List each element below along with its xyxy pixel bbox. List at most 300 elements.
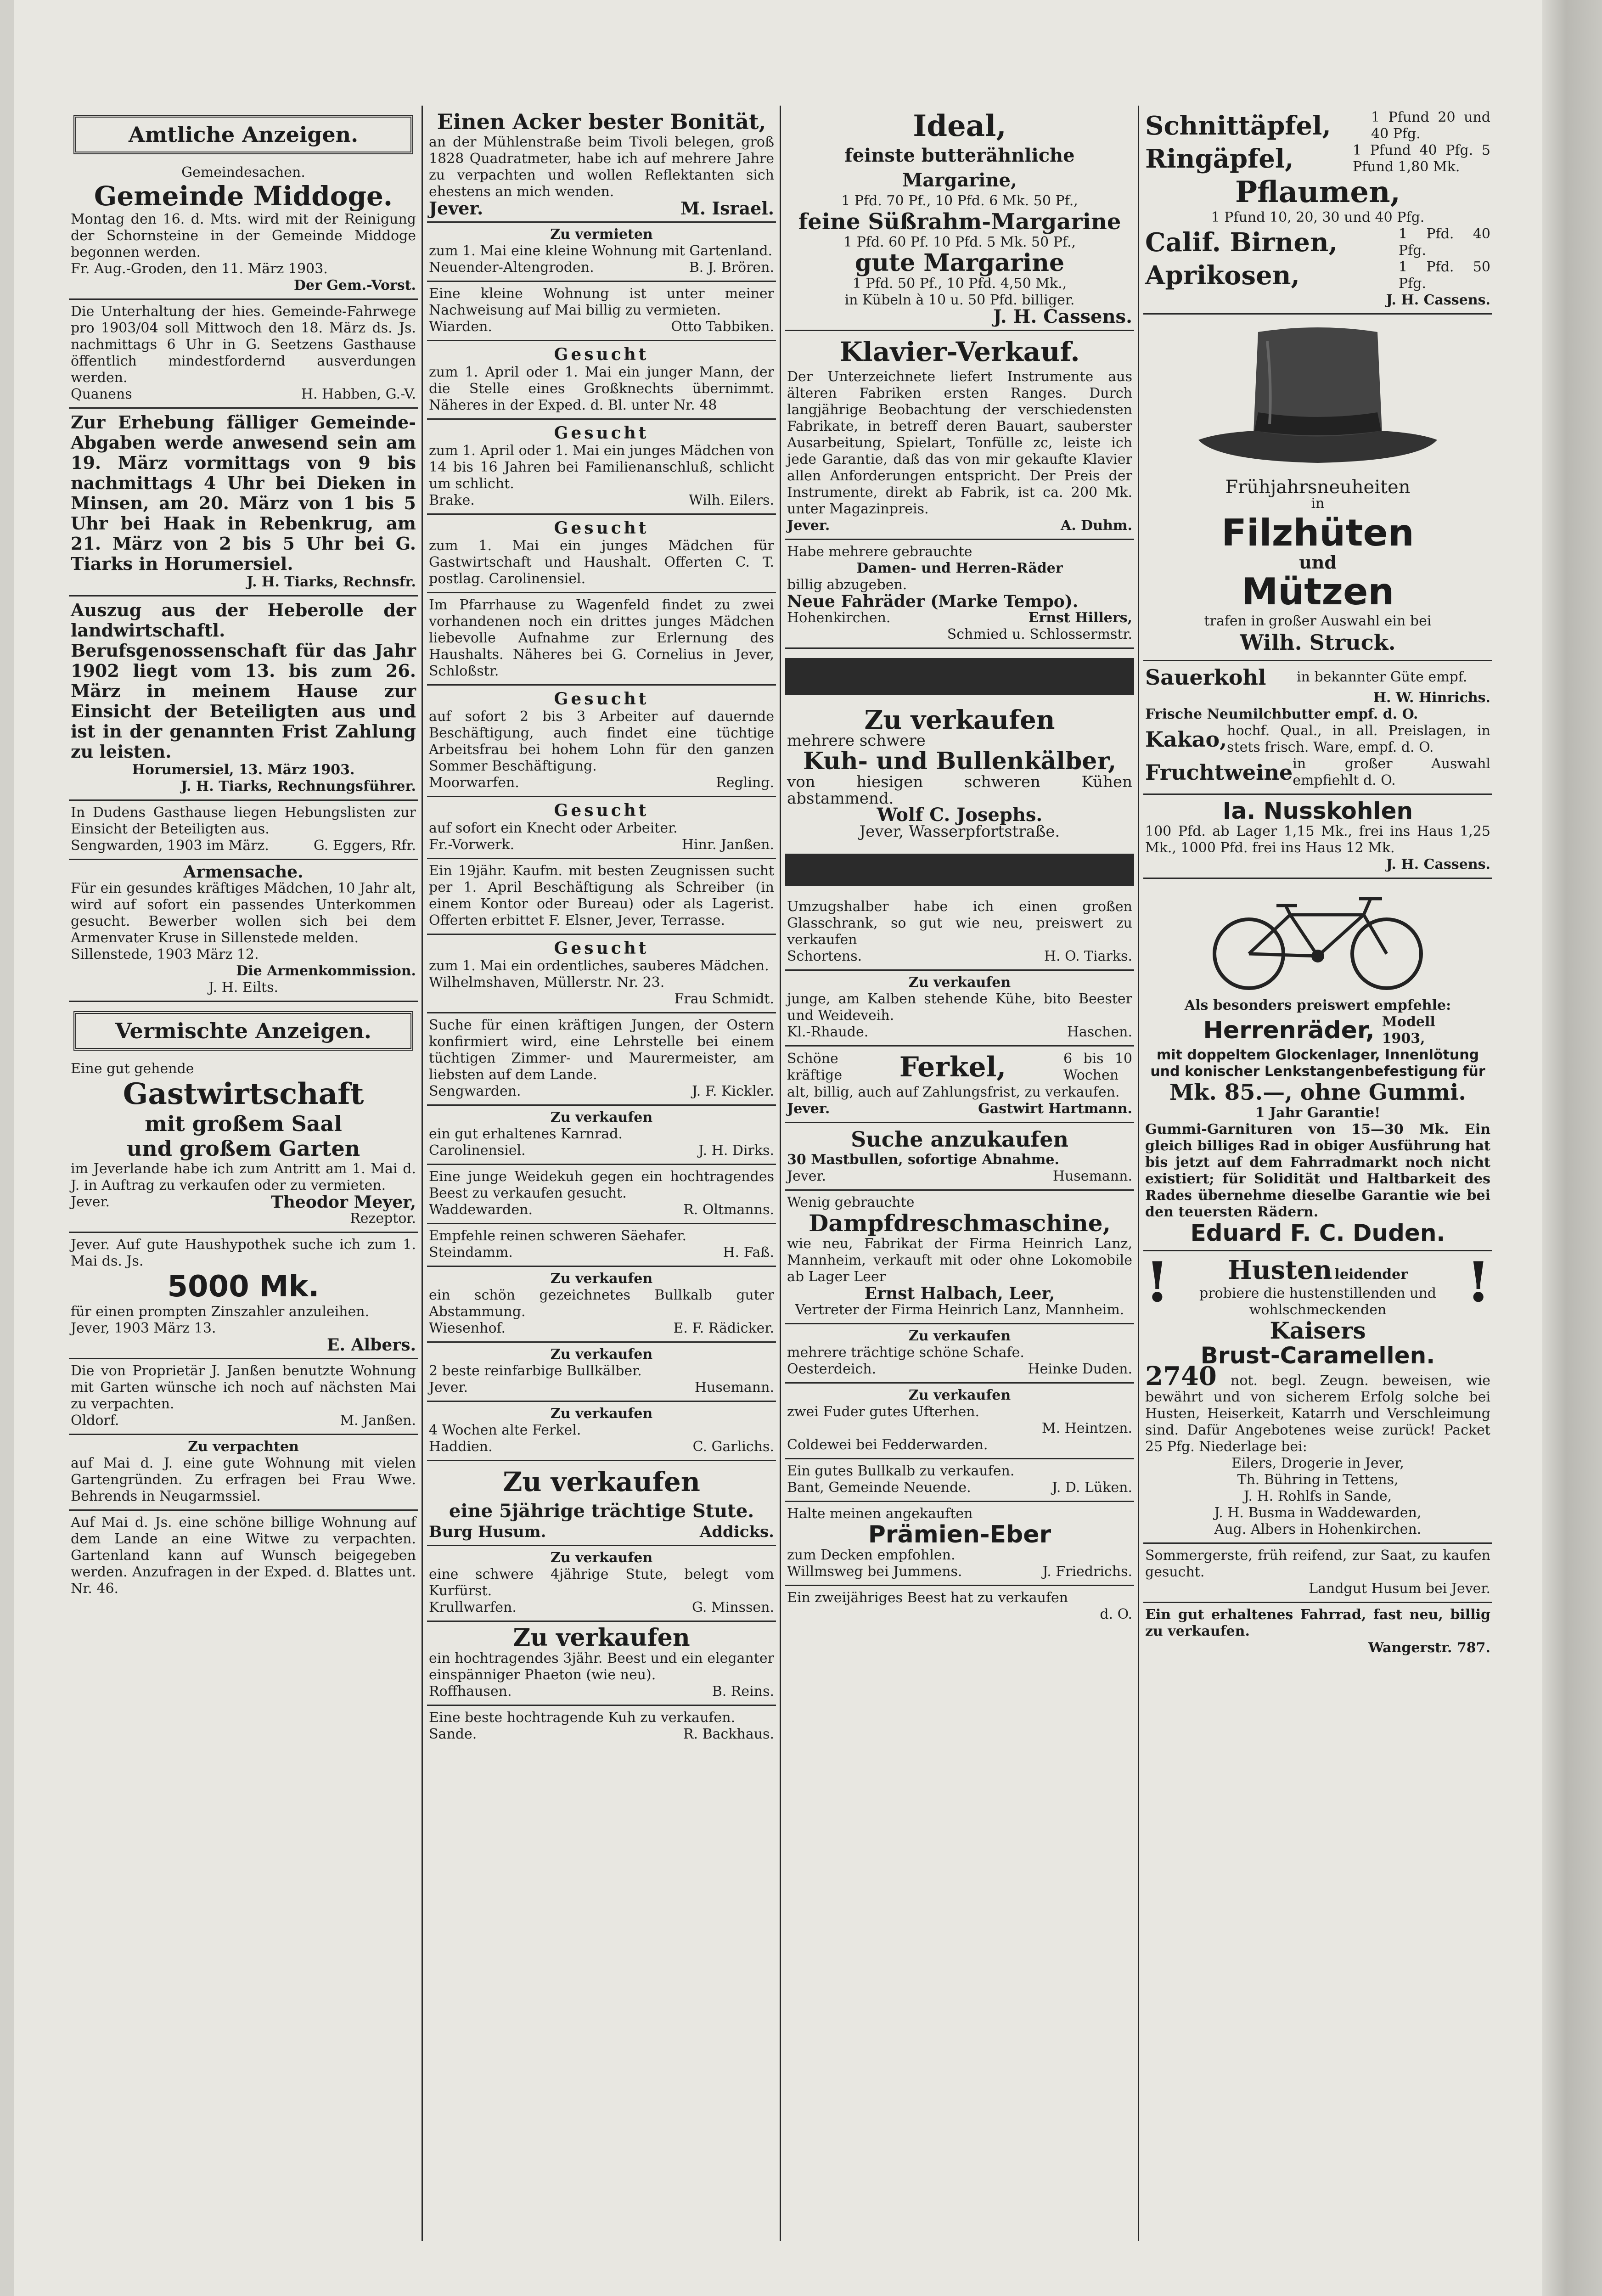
- ad-place: Bant, Gemeinde Neuende.: [787, 1480, 971, 1496]
- ad-title: Damen- und Herren-Räder: [856, 560, 1063, 576]
- ad-text: Suche für einen kräftigen Jungen, der Ostern konfirmiert wird, eine Lehrstelle bei einem tüchtigen Zimmer- und Maurermeister, am liebsten auf dem Lande.: [429, 1017, 774, 1083]
- dealer-item: J. H. Rohlfs in Sande,: [1243, 1488, 1392, 1504]
- ad-title: Gesucht: [554, 939, 649, 958]
- ad-text: in: [1311, 495, 1325, 512]
- column-2: [427, 106, 776, 2245]
- ad-title: Dampfdreschmaschine,: [808, 1210, 1111, 1237]
- dealer-item: J. H. Busma in Waddewarden,: [1214, 1505, 1422, 1521]
- ad-place: Haddien.: [429, 1439, 493, 1455]
- ad-place: Oldorf.: [71, 1412, 119, 1429]
- ad-place: Fr. Aug.-Groden, den 11. März 1903.: [71, 261, 328, 277]
- ad-signature: J. H. Dirks.: [698, 1142, 774, 1159]
- ad-title: Zu verkaufen: [908, 974, 1011, 990]
- ad-title: feine Süßrahm-Margarine: [798, 209, 1121, 235]
- ad-text: 4 Wochen alte Ferkel.: [429, 1422, 581, 1438]
- ad-place: Jever.: [787, 1168, 826, 1184]
- ad-title: Zu verkaufen: [550, 1271, 653, 1287]
- ad-signature: M. Israel.: [680, 198, 774, 219]
- ad-text: Für ein gesundes kräftiges Mädchen, 10 Jahr alt, wird auf sofort ein passendes Unterkommen gesucht. Bewerber wollen sich bei dem Armenvater Kruse in Sillenstede melden.: [71, 880, 416, 946]
- ad-husten: [1143, 1251, 1492, 1544]
- ad-text: Ein 19jähr. Kaufm. mit besten Zeugnissen sucht per 1. April Beschäftigung als Schreiber (in einem Kontor oder Bureau) oder als Lagerist. Offerten erbittet F. Elsner, Jever, Terrasse.: [429, 863, 774, 929]
- ad-schafe: [785, 1324, 1134, 1384]
- ad-title: Zu verkaufen: [503, 1466, 700, 1497]
- ad-title: Ia. Nusskohlen: [1222, 798, 1413, 824]
- ad-price: 1 Pfund 40 Pfg. 5 Pfund 1,80 Mk.: [1353, 142, 1490, 175]
- ad-signature: Frau Schmidt.: [674, 991, 774, 1007]
- ad-text: Ein zweijähriges Beest hat zu verkaufen: [787, 1590, 1068, 1606]
- ad-place: Moorwarfen.: [429, 775, 519, 791]
- ad-text: mehrere trächtige schöne Schafe.: [787, 1345, 1024, 1361]
- ad-place: Wiesenhof.: [429, 1320, 506, 1336]
- ad-text: billig abzugeben.: [787, 577, 907, 593]
- ad-gastwirtschaft: [69, 1057, 418, 1233]
- ad-text: Eine kleine Wohnung ist unter meiner Nachweisung auf Mai billig zu vermieten.: [429, 286, 774, 318]
- ad-place: Kl.-Rhaude.: [787, 1024, 869, 1040]
- ad-text: auf sofort 2 bis 3 Arbeiter auf dauernde Beschäftigung, auch findet eine tüchtige Arbeitsfrau bei hohem Lohn für den ganzen Sommer Beschäftigung.: [429, 709, 774, 774]
- black-bar: [785, 658, 1134, 695]
- ad-title: Armensache.: [183, 862, 304, 882]
- ad-subtitle: mit großem Saal: [145, 1111, 342, 1136]
- ad-text: Der Unterzeichnete liefert Instrumente aus älteren Fabriken ersten Ranges. Durch langjährige Beobachtung der verschiedensten Fabrikate, in betreff deren Bauart, sauberster Ausarbeitung, Spielart, Tonfülle zc, leiste ich jede Garantie, daß das von mir gekaufte Klavier allen Anforderungen entspricht. Der Preis der Instrumente, direkt ab Fabrik, ist ca. 200 Mk. unter Magazinpreis.: [787, 369, 1132, 517]
- ad-gesucht-1: [427, 341, 776, 420]
- ad-signature: R. Backhaus.: [683, 1726, 774, 1742]
- ad-place: Wilhelmshaven, Müllerstr. Nr. 23.: [429, 974, 665, 990]
- ad-text: im Jeverlande habe ich zum Antritt am 1. Mai d. J. in Auftrag zu verkaufen oder zu vermieten.: [71, 1161, 416, 1193]
- ad-heu: [785, 1384, 1134, 1459]
- ad-title: Zu verkaufen: [864, 705, 1055, 735]
- ad-title: Zu verkaufen: [908, 1328, 1011, 1344]
- ad-text: wie neu, Fabrikat der Firma Heinrich Lanz, Mannheim, verkauft mit oder ohne Lokomobile ab Lager Leer: [787, 1236, 1132, 1285]
- ad-text: 6 bis 10 Wochen: [1063, 1051, 1132, 1083]
- ad-title: Gesucht: [554, 345, 649, 364]
- top-hat-image: [1189, 323, 1446, 474]
- ad-text: in bekannter Güte empf.: [1297, 669, 1467, 685]
- ad-signature: J. H. Cassens.: [993, 306, 1132, 327]
- ad-place: Hohenkirchen.: [787, 610, 891, 626]
- ad-text: zum Decken empfohlen.: [787, 1547, 956, 1563]
- ad-gesucht-6: [427, 935, 776, 1013]
- column-rule: [780, 106, 781, 2241]
- ad-price: 1 Pfd. 50 Pfg.: [1399, 259, 1490, 292]
- ad-place: Waddewarden.: [429, 1202, 533, 1218]
- ad-verkaufen-6: [427, 1622, 776, 1706]
- ad-title: Einen Acker bester Bonität,: [437, 109, 766, 134]
- ad-text: Die Unterhaltung der hies. Gemeinde-Fahrwege pro 1903/04 soll Mittwoch den 18. März ds. Js. nachmittags 6 Uhr in G. Seetzens Gasthause öffentlich mindestfordernd ausverdungen werden.: [71, 304, 416, 386]
- ad-signature: J. H. Tiarks, Rechnsfr.: [247, 574, 416, 590]
- ad-price: 1 Pfd. 70 Pf., 10 Pfd. 6 Mk. 50 Pf.,: [841, 193, 1078, 209]
- ad-signature: Hinr. Janßen.: [681, 837, 774, 853]
- ad-text: zum 1. Mai eine kleine Wohnung mit Gartenland.: [429, 243, 773, 259]
- ad-signature: Eduard F. C. Duden.: [1190, 1220, 1445, 1246]
- ad-text: Eine junge Weidekuh gegen ein hochtragendes Beest zu verkaufen gesucht.: [429, 1169, 774, 1201]
- ad-place: Jever, 1903 März 13.: [71, 1320, 216, 1336]
- ad-filzhuete: [1143, 315, 1492, 661]
- ad-beest: [785, 1586, 1134, 1627]
- ad-title: Pflaumen,: [1235, 175, 1400, 209]
- ad-text: Im Pfarrhause zu Wagenfeld findet zu zwei vorhandenen noch ein drittes junges Mädchen liebevolle Aufnahme zur Erlernung des Haushalts. Näheres bei G. Cornelius in Jever, Schloßstr.: [429, 597, 774, 679]
- ad-title: Herrenräder,: [1203, 1017, 1375, 1044]
- ad-gesucht-3: [427, 515, 776, 593]
- ad-place: Schortens.: [787, 948, 862, 964]
- ad-title: Calif. Birnen,: [1145, 227, 1338, 258]
- ad-price: Mk. 85.—, ohne Gummi.: [1169, 1080, 1467, 1105]
- ad-title: Suche anzukaufen: [851, 1127, 1068, 1152]
- ad-signature: G. Eggers, Rfr.: [313, 838, 416, 854]
- ad-title: Ideal,: [913, 109, 1006, 143]
- ad-text: zwei Fuder gutes Ufterhen.: [787, 1404, 980, 1420]
- ad-place: Jever.: [429, 1379, 468, 1396]
- ad-eber: [785, 1502, 1134, 1586]
- ad-text: von hiesigen schweren Kühen abstammend.: [787, 773, 1132, 808]
- ad-text: in großer Auswahl empfiehlt d. O.: [1293, 756, 1490, 788]
- ad-dudens: [69, 801, 418, 860]
- ad-text: zum 1. Mai ein junges Mädchen für Gastwirtschaft und Haushalt. Offerten C. T. postlag. Carolinensiel.: [429, 538, 774, 587]
- ad-title: Zu verkaufen: [908, 1387, 1011, 1403]
- ad-signature: J. Friedrichs.: [1042, 1564, 1132, 1580]
- ad-herrenraeder: [1143, 879, 1492, 1251]
- ad-place: Brake.: [429, 492, 475, 508]
- ad-text: Eine gut gehende: [71, 1061, 194, 1077]
- ad-text: 100 Pfd. ab Lager 1,15 Mk., frei ins Haus 1,25 Mk., 1000 Pfd. frei ins Haus 12 Mk.: [1145, 823, 1490, 856]
- ad-text: Modell 1903,: [1382, 1014, 1435, 1047]
- ad-kaufmann: [427, 859, 776, 935]
- ad-signature: Ernst Halbach, Leer,: [864, 1284, 1055, 1303]
- ad-text: Frische Neumilchbutter empf. d. O.: [1145, 706, 1418, 722]
- ad-text: und: [1299, 552, 1337, 573]
- ad-gesucht-2: [427, 420, 776, 515]
- ad-text: Gummi-Garnituren von 15—30 Mk. Ein gleich billiges Rad in obiger Ausführung hat bis jetzt auf dem Fahrradmarkt noch nicht existiert; für Solidität und Haltbarkeit des Rades übernehme dieselbe Garantie wie bei den teuersten Rädern.: [1145, 1121, 1490, 1220]
- ad-title: Prämien-Eber: [868, 1521, 1051, 1548]
- ad-title: Ferkel,: [899, 1051, 1006, 1083]
- ad-place: Sengwarden, 1903 im März.: [71, 838, 269, 854]
- ad-text: probiere die hustenstillenden und wohlschmeckenden: [1199, 1285, 1437, 1318]
- ad-text: ein schön gezeichnetes Bullkalb guter Abstammung.: [429, 1287, 774, 1320]
- ad-signature: d. O.: [1100, 1606, 1132, 1622]
- ad-place: Neuender-Altengroden.: [429, 259, 594, 276]
- ad-text: junge, am Kalben stehende Kühe, bito Beester und Weideveih.: [787, 991, 1132, 1024]
- ad-signature: C. Garlichs.: [692, 1439, 774, 1455]
- ad-place: Jever.: [787, 518, 830, 534]
- ad-nusskohlen: [1143, 795, 1492, 879]
- ad-place: Willmsweg bei Jummens.: [787, 1564, 962, 1580]
- ad-signature: H. Habben, G.-V.: [301, 386, 416, 402]
- ad-signature: Husemann.: [1052, 1168, 1132, 1184]
- ad-text: Halte meinen angekauften: [787, 1506, 973, 1522]
- ad-signature: G. Minssen.: [691, 1599, 774, 1615]
- ad-middoge: [69, 161, 418, 300]
- ad-place: Horumersiel, 13. März 1903.: [132, 762, 355, 778]
- ad-subtitle: feinste butterähnliche Margarine,: [844, 145, 1075, 191]
- ad-title: Gemeinde Middoge.: [94, 180, 393, 212]
- ad-signature: J. H. Eilts.: [208, 979, 279, 996]
- ad-text: trafen in großer Auswahl ein bei: [1204, 613, 1432, 629]
- ad-text: eine schwere 4jährige Stute, belegt vom Kurfürst.: [429, 1566, 774, 1599]
- ad-weidekuh: [427, 1165, 776, 1224]
- ad-text: Zur Erhebung fälliger Gemeinde-Abgaben werde anwesend sein am 19. März vormittags von 9 bis nachmittags 4 Uhr bei Dieken in Minsen, am 20. März von 1 bis 5 Uhr bei Haak in Rebenkrug, am 21. März von 2 bis 5 Uhr bei G. Tiarks in Horumersiel.: [71, 412, 416, 574]
- ad-text: auf sofort ein Knecht oder Arbeiter.: [429, 820, 678, 836]
- ad-text: Auszug aus der Heberolle der landwirtschaftl. Berufsgenossenschaft für das Jahr 1902 liegt vom 13. bis zum 26. März in meinem Hause zur Einsicht der Beteiligten aus und ist in der genannten Frist Zahlung zu leisten.: [71, 600, 416, 762]
- ad-gesucht-4: [427, 686, 776, 797]
- ad-text: zum 1. April oder 1. Mai ein junger Mann, der die Stelle eines Großknechts übernimmt. Näheres in der Exped. d. Bl. unter Nr. 48: [429, 364, 774, 413]
- ad-signature: B. J. Brören.: [689, 259, 774, 276]
- ad-title: Brust-Caramellen.: [1200, 1342, 1435, 1369]
- ad-verkaufen-5: [427, 1546, 776, 1622]
- ad-text: Die von Proprietär J. Janßen benutzte Wohnung mit Garten wünsche ich noch auf nächsten Mai zu verpachten.: [71, 1363, 416, 1412]
- ad-place: Coldewei bei Fedderwarden.: [787, 1437, 988, 1453]
- ad-signature: E. Albers.: [327, 1335, 416, 1355]
- ad-signature: M. Heintzen.: [1041, 1420, 1132, 1436]
- ad-price: 1 Pfd. 60 Pf. 10 Pfd. 5 Mk. 50 Pf.,: [843, 234, 1076, 250]
- ad-title: Mützen: [1241, 570, 1394, 613]
- ad-title: Zu verkaufen: [550, 1346, 653, 1362]
- ad-title: Kakao,: [1145, 727, 1227, 752]
- ad-place: Oesterdeich.: [787, 1361, 877, 1377]
- ad-title: Gastwirtschaft: [123, 1077, 364, 1111]
- ad-title: Zu verkaufen: [550, 1406, 653, 1422]
- ad-price: 1 Pfund 20 und 40 Pfg.: [1371, 109, 1490, 142]
- ad-text: zum 1. Mai ein ordentliches, sauberes Mädchen.: [429, 958, 769, 974]
- ad-mastbullen: [785, 1123, 1134, 1191]
- ad-signature: B. Reins.: [712, 1683, 774, 1699]
- ad-title: Sauerkohl: [1145, 665, 1266, 690]
- ad-title: Gesucht: [554, 689, 649, 709]
- ad-signature: A. Duhm.: [1061, 518, 1132, 534]
- ad-place: Roffhausen.: [429, 1683, 512, 1699]
- ad-sauerkohl: [1143, 661, 1492, 795]
- ad-title: Kaisers: [1270, 1317, 1366, 1344]
- ad-ferkel: [785, 1047, 1134, 1123]
- ad-acker: [427, 106, 776, 223]
- ad-title: Gesucht: [554, 801, 649, 820]
- dealer-item: Aug. Albers in Hohenkirchen.: [1214, 1521, 1422, 1537]
- ad-fahrwege: [69, 300, 418, 409]
- ad-text: not. begl. Zeugn. beweisen, wie bewährt und von sicherem Erfolg solche bei Husten, Heiserkeit, Katarrh und Verschleimung sind. Dafür Angebotenes weise zurück! Packet 25 Pfg. Niederlage bei:: [1145, 1373, 1490, 1455]
- ad-signature: H. O. Tiarks.: [1044, 948, 1132, 964]
- ad-text: Montag den 16. d. Mts. wird mit der Reinigung der Schornsteine in der Gemeinde Middoge begonnen werden.: [71, 211, 416, 260]
- ad-signature: Ernst Hillers,: [1028, 610, 1132, 626]
- ad-title: Fruchtweine: [1145, 760, 1293, 785]
- ad-text: Jever. Auf gute Haushypothek suche ich zum 1. Mai ds. Js.: [71, 1237, 416, 1269]
- ad-margarine: [785, 106, 1134, 331]
- ad-signature: J. F. Kickler.: [692, 1083, 774, 1099]
- ad-title: Ringäpfel,: [1145, 144, 1294, 174]
- ad-klavier: [785, 331, 1134, 540]
- ad-text: Neue Fahräder (Marke Tempo).: [787, 592, 1079, 611]
- ad-text: leidender: [1334, 1266, 1408, 1283]
- ad-signature: Rezeptor.: [350, 1210, 416, 1227]
- ad-hypothek: [69, 1233, 418, 1359]
- ad-dampfdresch: [785, 1191, 1134, 1324]
- ad-title: Zu vermieten: [550, 226, 653, 242]
- ad-signature: Theodor Meyer,: [270, 1193, 416, 1212]
- ad-saehafer: [427, 1224, 776, 1267]
- ad-glasschrank: [785, 895, 1134, 971]
- ad-gesucht-5: [427, 797, 776, 859]
- column-3: [785, 106, 1134, 2245]
- ad-pfarrhaus: [427, 593, 776, 686]
- ad-signature: Schmied u. Schlossermstr.: [947, 626, 1132, 642]
- ad-signature: Addicks.: [699, 1523, 774, 1541]
- ad-place: Jever.: [787, 1101, 830, 1117]
- ad-signature: Wangerstr. 787.: [1368, 1640, 1490, 1656]
- ad-place: Carolinensiel.: [429, 1142, 526, 1159]
- ad-vermieten: [427, 223, 776, 282]
- ad-wohnung: [69, 1511, 418, 1602]
- ad-text: Frühjahrsneuheiten: [1225, 477, 1411, 498]
- ad-subtitle: eine 5jährige trächtige Stute.: [449, 1500, 754, 1522]
- ad-text: 1 Jahr Garantie!: [1255, 1105, 1381, 1121]
- ad-title: Gesucht: [554, 518, 649, 538]
- ad-number: 2740: [1145, 1361, 1217, 1391]
- ad-verkaufen-2: [427, 1267, 776, 1343]
- column-rule: [1138, 106, 1139, 2241]
- ad-signature: Wolf C. Josephs.: [877, 804, 1043, 826]
- ad-title: Zu verkaufen: [550, 1550, 653, 1566]
- ad-place: Wiarden.: [429, 319, 492, 335]
- ad-text: ein gut erhaltenes Karnrad.: [429, 1126, 623, 1142]
- ad-signature: Der Gem.-Vorst.: [293, 277, 416, 293]
- ad-text: Als besonders preiswert empfehle:: [1184, 997, 1451, 1013]
- ad-price: 1 Pfd. 40 Pfg.: [1399, 226, 1490, 259]
- ad-place: Burg Husum.: [429, 1523, 546, 1541]
- ad-text: ein hochtragendes 3jähr. Beest und ein eleganter einspänniger Phaeton (wie neu).: [429, 1650, 774, 1683]
- ad-signature: Gastwirt Hartmann.: [978, 1101, 1132, 1117]
- ad-kuh: [427, 1706, 776, 1747]
- ad-raeder: [785, 540, 1134, 649]
- ad-signature: J. H. Cassens.: [1386, 292, 1490, 308]
- ad-signature: Heinke Duden.: [1028, 1361, 1132, 1377]
- ad-text: mehrere schwere: [787, 732, 926, 750]
- ad-place: Sande.: [429, 1726, 477, 1742]
- ad-signature: M. Janßen.: [340, 1412, 416, 1429]
- dealer-item: Th. Bühring in Tettens,: [1237, 1472, 1399, 1488]
- ad-place: Jever.: [429, 198, 483, 219]
- ad-text: Sommergerste, früh reifend, zur Saat, zu kaufen gesucht.: [1145, 1548, 1490, 1580]
- section-header-vermischte: Vermischte Anzeigen.: [73, 1011, 413, 1051]
- ad-jantzen: [69, 1359, 418, 1435]
- subheading: Gemeindesachen.: [181, 164, 305, 180]
- black-bar: [785, 854, 1134, 886]
- ad-verkaufen-3: [427, 1343, 776, 1402]
- ad-lehrstelle: [427, 1013, 776, 1106]
- exclamation-icon: !: [1145, 1250, 1169, 1315]
- ad-text: Umzugshalber habe ich einen großen Glasschrank, so gut wie neu, preiswert zu verkaufen: [787, 899, 1132, 948]
- ad-text: 2 beste reinfarbige Bullkälber.: [429, 1363, 642, 1379]
- ad-text: Auf Mai d. Js. eine schöne billige Wohnung auf dem Lande an eine Witwe zu verpachten. Gartenland kann auf Wunsch beigegeben werden. Anzufragen in der Exped. d. Blattes unt. Nr. 46.: [71, 1514, 416, 1597]
- ad-title: gute Margarine: [854, 249, 1065, 277]
- ad-signature: Haschen.: [1067, 1024, 1132, 1040]
- ad-signature: H. W. Hinrichs.: [1373, 690, 1490, 706]
- ad-signature: Regling.: [716, 775, 774, 791]
- ad-heberolle: [69, 597, 418, 801]
- ad-text: Ein gutes Bullkalb zu verkaufen.: [787, 1463, 1015, 1479]
- ad-title: Klavier-Verkauf.: [839, 336, 1080, 367]
- ad-stute: [427, 1461, 776, 1546]
- ad-text: in Kübeln à 10 u. 50 Pfd. billiger.: [844, 292, 1075, 308]
- ad-sommergerste: [1143, 1544, 1492, 1603]
- ad-kaelber: [785, 704, 1134, 844]
- ad-title: Zu verkaufen: [550, 1109, 653, 1125]
- ad-title: Aprikosen,: [1145, 260, 1300, 291]
- ad-verkaufen-1: [427, 1106, 776, 1165]
- ad-text: Ein gut erhaltenes Fahrrad, fast neu, billig zu verkaufen.: [1145, 1607, 1490, 1639]
- ad-subtitle: und großem Garten: [126, 1136, 360, 1161]
- ad-text: Eine beste hochtragende Kuh zu verkaufen.: [429, 1710, 736, 1726]
- ad-place: Jever.: [71, 1194, 110, 1210]
- ad-text: alt, billig, auch auf Zahlungsfrist, zu verkaufen.: [787, 1084, 1120, 1100]
- ad-signature: J. D. Lüken.: [1052, 1480, 1132, 1496]
- ad-verkaufen-kuehe: [785, 971, 1134, 1047]
- ad-text: 30 Mastbullen, sofortige Abnahme.: [787, 1152, 1059, 1168]
- ad-place: Steindamm.: [429, 1244, 513, 1261]
- column-1: [69, 106, 418, 2245]
- ad-place: Jever, Wasserpfortstraße.: [859, 822, 1060, 841]
- ad-signature: Vertreter der Firma Heinrich Lanz, Mannheim.: [795, 1302, 1124, 1318]
- ad-place: Krullwarfen.: [429, 1599, 517, 1615]
- bicycle-image: [1189, 887, 1446, 993]
- exclamation-icon: !: [1466, 1250, 1490, 1315]
- page-edge-left: [0, 0, 14, 2296]
- ad-subtitle: Kuh- und Bullenkälber,: [803, 747, 1117, 775]
- ad-signature: Otto Tabbiken.: [671, 319, 774, 335]
- ad-signature: Landgut Husum bei Jever.: [1309, 1581, 1490, 1597]
- ad-title: Husten: [1227, 1255, 1332, 1285]
- ad-title: Filzhüten: [1221, 512, 1414, 554]
- ad-signature: H. Faß.: [723, 1244, 774, 1261]
- ad-text: Habe mehrere gebrauchte: [787, 544, 972, 560]
- ad-place: Sengwarden.: [429, 1083, 521, 1099]
- ad-signature: E. F. Rädicker.: [673, 1320, 774, 1336]
- ad-title: Zu verpachten: [188, 1439, 299, 1455]
- ad-text: Empfehle reinen schweren Säehafer.: [429, 1228, 686, 1244]
- ad-erhebung: [69, 409, 418, 597]
- ad-kleine-wohnung: [427, 282, 776, 341]
- ad-signature: R. Oltmanns.: [683, 1202, 774, 1218]
- ad-signature: Husemann.: [694, 1379, 774, 1396]
- ad-place: Fr.-Vorwerk.: [429, 837, 515, 853]
- ad-place: Sillenstede, 1903 März 12.: [71, 946, 259, 962]
- ad-title: Zu verkaufen: [513, 1624, 690, 1652]
- ad-text: Wenig gebrauchte: [787, 1194, 915, 1210]
- ad-signature: Wilh. Eilers.: [688, 492, 774, 508]
- ad-text: auf Mai d. J. eine gute Wohnung mit vielen Gartengründen. Zu erfragen bei Frau Wwe. Behrends in Neugarmssiel.: [71, 1455, 416, 1504]
- ad-text: hochf. Qual., in all. Preislagen, in stets frisch. Ware, empf. d. O.: [1227, 723, 1490, 755]
- ad-place: Quanens: [71, 386, 132, 402]
- ad-signature: Die Armenkommission.: [236, 963, 416, 979]
- ad-title: Gesucht: [554, 423, 649, 443]
- dealer-item: Eilers, Drogerie in Jever,: [1231, 1455, 1404, 1471]
- ad-verpachten: [69, 1435, 418, 1511]
- ad-verkaufen-4: [427, 1402, 776, 1461]
- ad-signature: J. H. Tiarks, Rechnungsführer.: [181, 778, 416, 794]
- ad-signature: J. H. Cassens.: [1386, 856, 1490, 872]
- section-header-amtliche: Amtliche Anzeigen.: [73, 115, 413, 154]
- ad-price: 1 Pfund 10, 20, 30 und 40 Pfg.: [1211, 209, 1425, 225]
- ad-armensache: [69, 860, 418, 1002]
- page-edge-right: [1542, 0, 1602, 2296]
- ad-text: In Dudens Gasthause liegen Hebungslisten zur Einsicht der Beteiligten aus.: [71, 805, 416, 837]
- column-rule: [422, 106, 423, 2241]
- ad-text: an der Mühlenstraße beim Tivoli belegen, groß 1828 Quadratmeter, habe ich auf mehrere Jahre zu verpachten und wollen Reflektanten sich ehestens an mich wenden.: [429, 134, 774, 200]
- ad-signature: Wilh. Struck.: [1240, 630, 1396, 655]
- ad-fahrrad: [1143, 1603, 1492, 1661]
- ad-title: Schnittäpfel,: [1145, 111, 1331, 141]
- ad-text: mit doppeltem Glockenlager, Innenlötung und konischer Lenkstangenbefestigung für: [1150, 1047, 1485, 1080]
- ad-text: für einen prompten Zinszahler anzuleihen.: [71, 1304, 370, 1320]
- ad-amount: 5000 Mk.: [167, 1270, 320, 1304]
- column-4: [1143, 106, 1492, 2245]
- ad-text: zum 1. April oder 1. Mai ein junges Mädchen von 14 bis 16 Jahren bei Familienanschluß, schlicht um schlicht.: [429, 443, 774, 492]
